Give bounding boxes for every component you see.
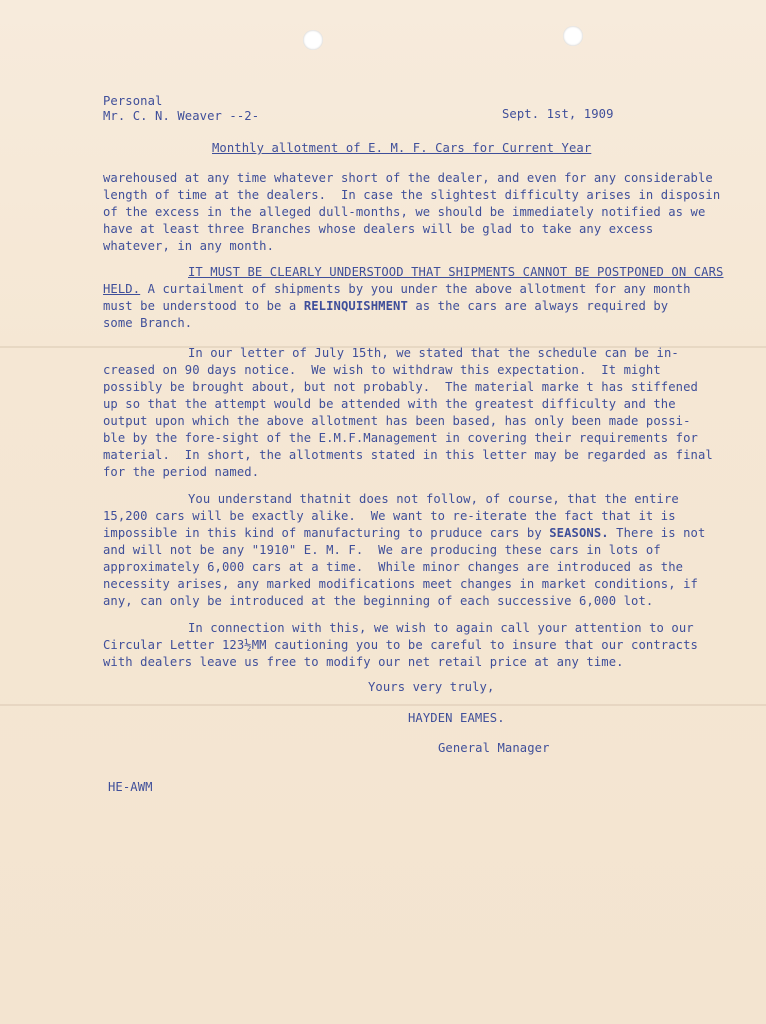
punch-hole	[563, 26, 583, 46]
p5-line: Circular Letter 123½MM cautioning you to be careful to insure that our contracts	[103, 638, 698, 652]
p4-line: any, can only be introduced at the beginning of each successive 6,000 lot.	[103, 594, 654, 608]
p4-line: You understand thatnit does not follow, of course, that the entire	[188, 492, 679, 506]
p1-line: warehoused at any time whatever short of the dealer, and even for any considerable	[103, 171, 713, 185]
p3-line: for the period named.	[103, 465, 260, 479]
p3-line: up so that the attempt would be attended with the greatest difficulty and the	[103, 397, 676, 411]
p2-relinquishment: RELINQUISHMENT	[303, 299, 408, 313]
p2-line: some Branch.	[103, 316, 193, 330]
p4-text: impossible in this kind of manufacturing to pruduce cars by	[103, 526, 550, 540]
p5-line: In connection with this, we wish to again call your attention to our	[188, 621, 694, 635]
p2-emphasis: IT MUST BE CLEARLY UNDERSTOOD THAT SHIPMENTS CANNOT BE POSTPONED ON CARS	[188, 265, 724, 279]
p2-line	[103, 299, 668, 313]
p1-line: length of time at the dealers. In case the slightest difficulty arises in disposin	[103, 188, 721, 202]
p5-line: with dealers leave us free to modify our net retail price at any time.	[103, 655, 624, 669]
p4-seasons: SEASONS.	[549, 526, 609, 540]
closing-initials: HE-AWM	[108, 780, 153, 794]
punch-hole	[303, 30, 323, 50]
closing-signer: HAYDEN EAMES.	[408, 711, 505, 725]
p1-line: have at least three Branches whose dealers will be glad to take any excess	[103, 222, 654, 236]
p4-line: approximately 6,000 cars at a time. While minor changes are introduced as the	[103, 560, 684, 574]
p2-text: as the cars are always required by	[407, 299, 669, 313]
p4-line: 15,200 cars will be exactly alike. We want to re-iterate the fact that it is	[103, 509, 676, 523]
header-date: Sept. 1st, 1909	[502, 107, 614, 121]
p1-line: whatever, in any month.	[103, 239, 275, 253]
p4-line: and will not be any "1910" E. M. F. We are producing these cars in lots of	[103, 543, 661, 557]
p3-line: possibly be brought about, but not probably. The material marke t has stiffened	[103, 380, 698, 394]
p3-line: creased on 90 days notice. We wish to withdraw this expectation. It might	[103, 363, 661, 377]
closing-title: General Manager	[438, 741, 550, 755]
header-personal: Personal	[103, 94, 163, 108]
p2-line	[103, 282, 691, 296]
p3-line: In our letter of July 15th, we stated that the schedule can be in-	[188, 346, 679, 360]
p3-line: ble by the fore-sight of the E.M.F.Management in covering their requirements for	[103, 431, 698, 445]
paper-fold	[0, 704, 766, 706]
p2-text: A curtailment of shipments by you under the above allotment for any month	[140, 282, 691, 296]
p2-text: must be understood to be a	[103, 299, 304, 313]
p3-line: material. In short, the allotments stated in this letter may be regarded as final	[103, 448, 713, 462]
p3-line: output upon which the above allotment has been based, has only been made possi-	[103, 414, 691, 428]
p2-emphasis-end: HELD.	[103, 282, 141, 296]
p1-line: of the excess in the alleged dull-months, we should be immediately notified as we	[103, 205, 706, 219]
p4-text: There is not	[608, 526, 706, 540]
closing-salutation: Yours very truly,	[368, 680, 495, 694]
header-addressee: Mr. C. N. Weaver --2-	[103, 109, 260, 123]
p4-line	[103, 526, 705, 540]
subject-line: Monthly allotment of E. M. F. Cars for Current Year	[212, 141, 592, 155]
p4-line: necessity arises, any marked modifications meet changes in market conditions, if	[103, 577, 698, 591]
